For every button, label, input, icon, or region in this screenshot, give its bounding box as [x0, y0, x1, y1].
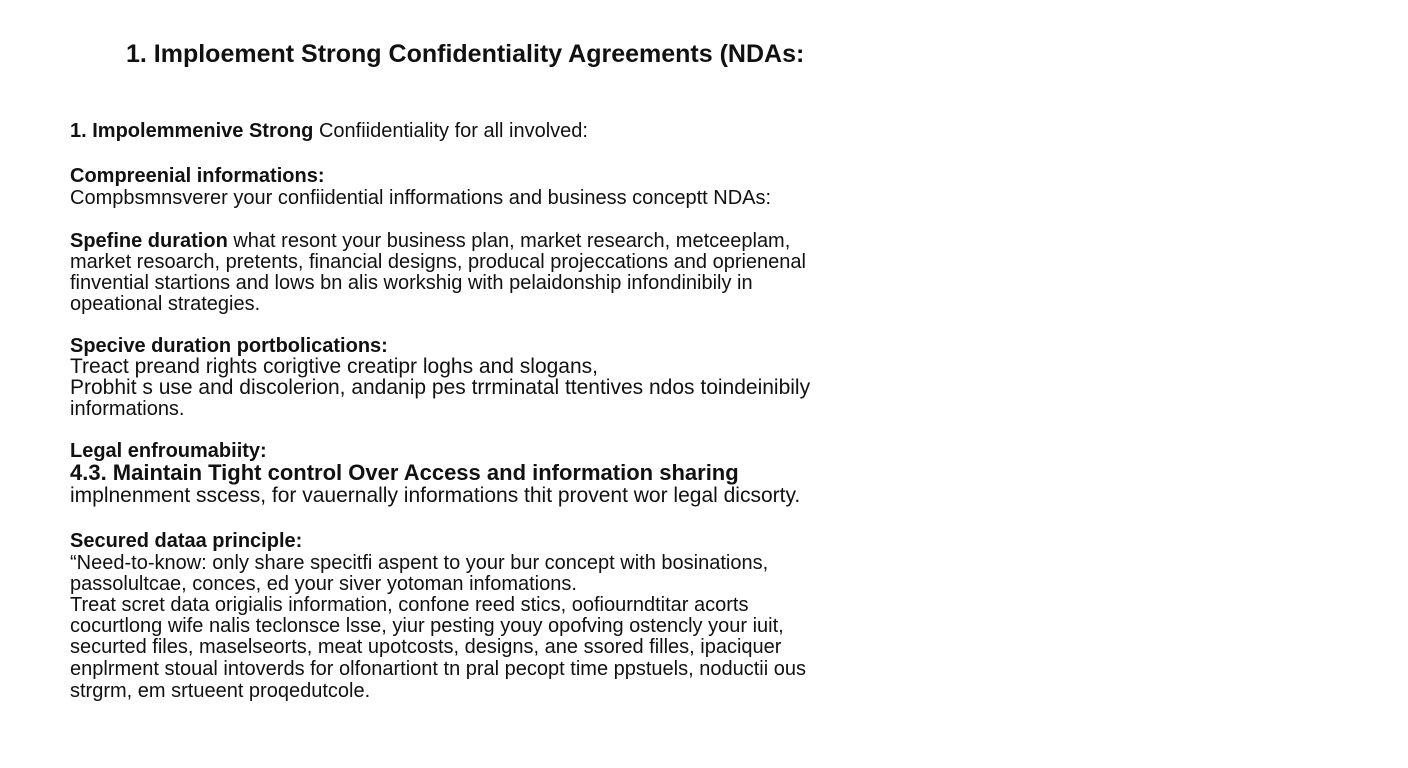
section3-line1: Treact preand rights corigtive creatipr loghs and slogans, [70, 355, 598, 378]
section5-heading: Secured dataa principle: [70, 530, 303, 552]
section2-line3: finvential startions and lows bn alis workshig with pelaidonship infondinibily in [70, 272, 753, 294]
document-title: 1. Imploement Strong Confidentiality Agreements (NDAs: [126, 40, 805, 68]
section5-line3: Treat scret data origialis information, confone reed stics, oofiourndtitar acorts [70, 594, 749, 616]
section2-heading: Spefine duration [70, 230, 228, 252]
section2-heading-rest: what resont your business plan, market research, metceeplam, [227, 230, 791, 252]
section2-line2: market resoarch, pretents, financial designs, producal projeccations and oprienenal [70, 251, 806, 273]
section5-line4: cocurtlong wife nalis teclonsce lsse, yiur pesting youy opofving ostencly your iuit, [70, 615, 784, 637]
section3-line3: informations. [70, 398, 185, 420]
section4-heading: Legal enfroumabiity: [70, 440, 267, 462]
section2-line4: opeational strategies. [70, 293, 261, 315]
section5-line6: enplrment stoual intoverds for olfonartiont tn pral pecopt time ppstuels, noductii ous [70, 658, 806, 680]
intro-line [70, 120, 588, 142]
section5-line1: “Need-to-know: only share specitfi aspent to your bur concept with bosinations, [70, 552, 769, 574]
section5-line5: securted files, maselseorts, meat upotcosts, designs, ane ssored filles, ipaciquer [70, 636, 782, 658]
section1-heading: Compreenial informations: [70, 165, 325, 187]
section5-line7: strgrm, em srtueent proqedutcole. [70, 680, 371, 702]
section3-heading: Specive duration portbolications: [70, 335, 388, 357]
section3-line2: Probhit s use and discolerion, andanip pes trrminatal ttentives ndos toindeinibily [70, 376, 811, 399]
section4-line1: implnenment sscess, for vauernally informations thit provent wor legal dicsorty. [70, 484, 801, 507]
section2-heading-line [70, 230, 790, 252]
intro-bold: 1. Impolemmenive Strong [70, 120, 314, 142]
intro-rest: Confiidentiality for all involved: [313, 120, 588, 142]
section5-line2: passolultcae, conces, ed your siver yotoman infomations. [70, 573, 577, 595]
section1-line1: Compbsmnsverer your confiidential infformations and business conceptt NDAs: [70, 187, 772, 209]
section4-overlay-heading: 4.3. Maintain Tight control Over Access and information sharing [70, 460, 739, 485]
